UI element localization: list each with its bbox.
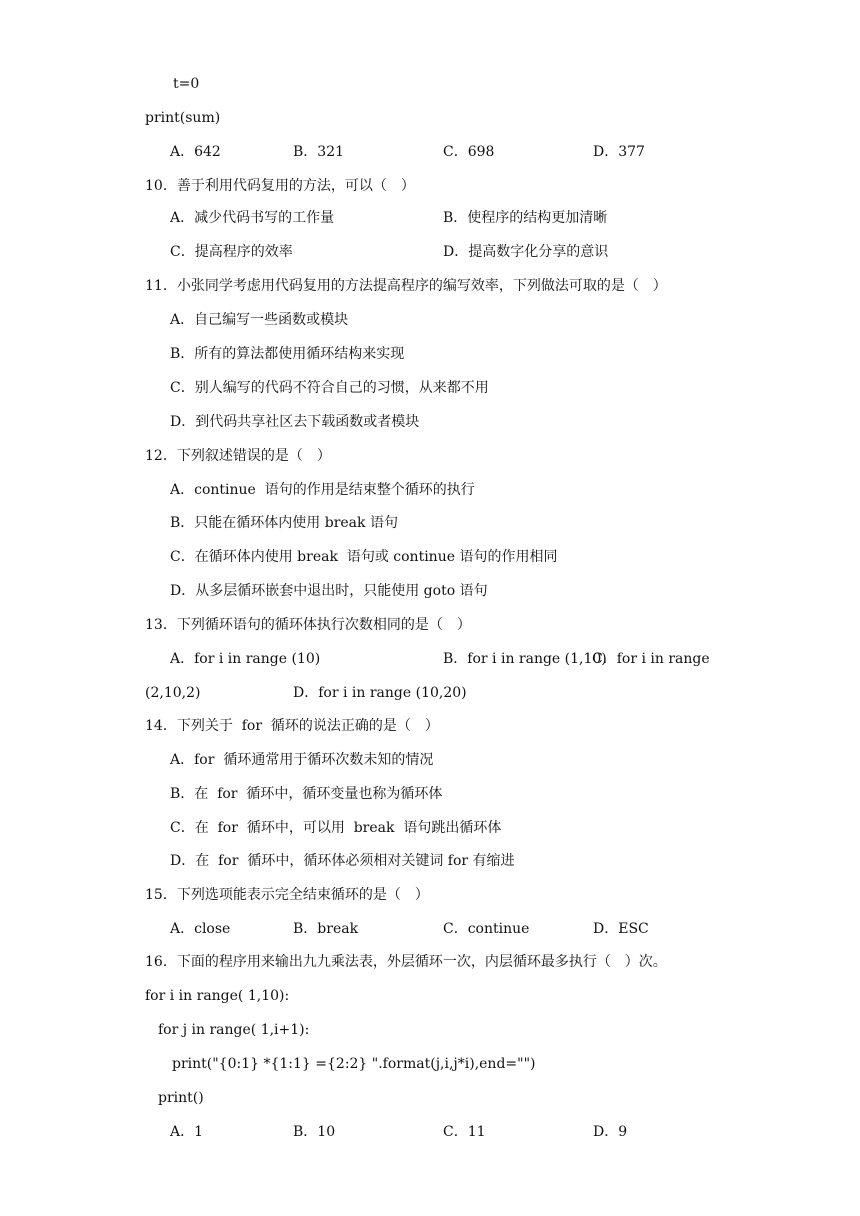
q11-option-b: B．所有的算法都使用循环结构来实现	[170, 346, 405, 362]
q13-option-c: C．for i in range	[592, 651, 710, 667]
q14-option-c: C．在 for 循环中，可以用 break 语句跳出循环体	[170, 820, 502, 836]
q12-option-b: B．只能在循环体内使用 break 语句	[170, 515, 398, 531]
q16-option-c: C．11	[443, 1124, 486, 1140]
q11-option-a: A．自己编写一些函数或模块	[170, 312, 349, 328]
q9-option-a: A．642	[170, 144, 221, 160]
code-line: print(sum)	[145, 110, 221, 126]
code-line: t=0	[173, 76, 200, 92]
q12-option-a: A．continue 语句的作用是结束整个循环的执行	[170, 482, 475, 498]
q13-option-d: D．for i in range (10,20)	[293, 685, 467, 701]
q13-option-b: B．for i in range (1,10)	[443, 651, 607, 667]
q10-option-c: C．提高程序的效率	[170, 244, 293, 260]
q10-option-d: D．提高数字化分享的意识	[443, 244, 609, 260]
code-line: print()	[158, 1090, 204, 1106]
q15-option-b: B．break	[293, 921, 359, 937]
q9-option-b: B．321	[293, 144, 345, 160]
q16-option-a: A．1	[170, 1124, 204, 1140]
question-14-stem: 14．下列关于 for 循环的说法正确的是（ ）	[145, 718, 439, 734]
code-line: print("{0:1} *{1:1} ={2:2} ".format(j,i,j*i),end="")	[172, 1056, 536, 1072]
q15-option-d: D．ESC	[593, 921, 649, 937]
q10-option-b: B．使程序的结构更加清晰	[443, 210, 608, 226]
q14-option-d: D．在 for 循环中，循环体必须相对关键词 for 有缩进	[170, 853, 515, 869]
q16-option-b: B．10	[293, 1124, 336, 1140]
question-11-stem: 11．小张同学考虑用代码复用的方法提高程序的编写效率，下列做法可取的是（ ）	[145, 278, 667, 294]
q12-option-d: D．从多层循环嵌套中退出时，只能使用 goto 语句	[170, 583, 488, 599]
question-10-stem: 10．善于利用代码复用的方法，可以（ ）	[145, 178, 415, 194]
q9-option-d: D．377	[593, 144, 645, 160]
q14-option-a: A．for 循环通常用于循环次数未知的情况	[170, 752, 434, 768]
question-13-stem: 13．下列循环语句的循环体执行次数相同的是（ ）	[145, 617, 471, 633]
q14-option-b: B．在 for 循环中，循环变量也称为循环体	[170, 786, 443, 802]
q12-option-c: C．在循环体内使用 break 语句或 continue 语句的作用相同	[170, 549, 558, 565]
q13-option-a: A．for i in range (10)	[170, 651, 321, 667]
code-line: for j in range( 1,i+1):	[158, 1022, 310, 1038]
question-12-stem: 12．下列叙述错误的是（ ）	[145, 448, 331, 464]
question-16-stem: 16．下面的程序用来输出九九乘法表，外层循环一次，内层循环最多执行（ ）次。	[145, 954, 667, 970]
q15-option-c: C．continue	[443, 921, 530, 937]
q15-option-a: A．close	[170, 921, 231, 937]
q10-option-a: A．减少代码书写的工作量	[170, 210, 335, 226]
q13-option-c-cont: (2,10,2)	[145, 685, 201, 701]
q9-option-c: C．698	[443, 144, 495, 160]
q11-option-c: C．别人编写的代码不符合自己的习惯，从来都不用	[170, 380, 489, 396]
q11-option-d: D．到代码共享社区去下载函数或者模块	[170, 414, 420, 430]
question-15-stem: 15．下列选项能表示完全结束循环的是（ ）	[145, 887, 429, 903]
q16-option-d: D．9	[593, 1124, 628, 1140]
code-line: for i in range( 1,10):	[145, 988, 290, 1004]
